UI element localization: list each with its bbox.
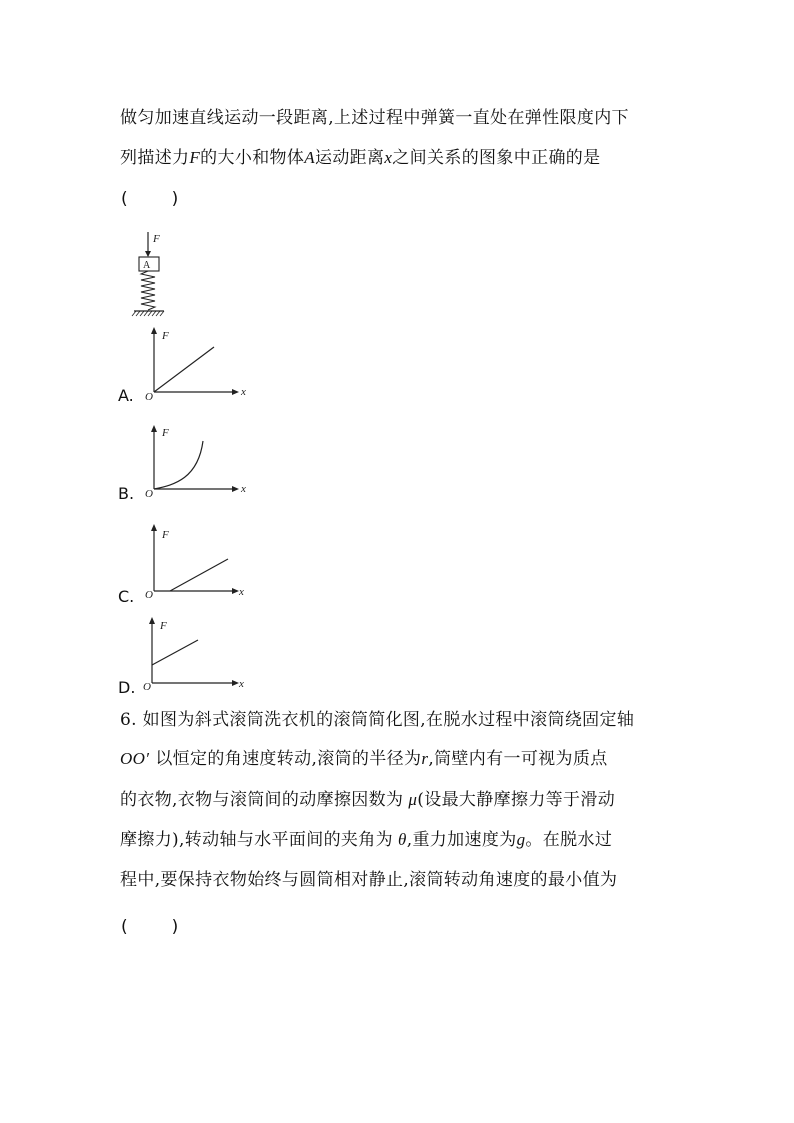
paren-close: ) bbox=[171, 917, 179, 937]
y-axis-label: F bbox=[162, 427, 169, 439]
option-B-label[interactable]: B. bbox=[118, 484, 135, 503]
q5-text: 的大小和物体 bbox=[200, 148, 305, 168]
axis-OO-prime: OO′ bbox=[120, 749, 150, 768]
x-axis-label: x bbox=[239, 678, 244, 690]
q5-text: 做匀加速直线运动一段距离,上述过程中弹簧一直处在弹性限度内下 bbox=[120, 108, 629, 128]
graph-line bbox=[152, 640, 198, 665]
spring-block-figure bbox=[128, 228, 178, 323]
y-axis-arrow bbox=[149, 617, 155, 624]
y-axis-label: F bbox=[162, 330, 169, 342]
x-axis-label: x bbox=[241, 483, 246, 495]
x-axis-label: x bbox=[241, 386, 246, 398]
spring bbox=[141, 271, 155, 310]
variable-mu: μ bbox=[408, 790, 418, 809]
paren-open: ( bbox=[121, 189, 128, 209]
q5-text: 运动距离 bbox=[314, 148, 385, 168]
variable-A: A bbox=[304, 148, 315, 167]
q5-text: 列描述力 bbox=[120, 148, 190, 168]
q6-line-5 bbox=[120, 869, 617, 891]
q5-line-1 bbox=[120, 107, 629, 129]
q6-line-1 bbox=[120, 709, 634, 731]
graph-curve bbox=[154, 441, 203, 489]
y-axis-arrow bbox=[151, 425, 157, 432]
y-axis-arrow bbox=[151, 524, 157, 531]
q5-answer-blank bbox=[121, 188, 178, 210]
q6-line-4 bbox=[120, 829, 612, 851]
q6-text: 的衣物,衣物与滚筒间的动摩擦因数为 bbox=[120, 790, 404, 810]
variable-F: F bbox=[189, 148, 201, 167]
q6-line-2 bbox=[120, 748, 608, 770]
option-B-graph[interactable] bbox=[140, 423, 255, 498]
force-arrow-head bbox=[145, 251, 151, 257]
y-axis-label: F bbox=[160, 620, 167, 632]
x-axis-arrow bbox=[232, 588, 239, 594]
y-axis-label: F bbox=[162, 529, 169, 541]
q6-line-3 bbox=[120, 789, 615, 811]
option-D-label[interactable]: D. bbox=[118, 678, 136, 697]
x-axis-arrow bbox=[232, 680, 239, 686]
q6-text: 。在脱水过 bbox=[525, 830, 613, 850]
q6-text: ,重力加速度为 bbox=[406, 830, 517, 850]
q6-text: 程中,要保持衣物始终与圆筒相对静止,滚筒转动角速度的最小值为 bbox=[120, 870, 618, 890]
y-axis-arrow bbox=[151, 327, 157, 334]
q6-text: ,筒壁内有一可视为质点 bbox=[428, 749, 608, 769]
q5-text: 之间关系的图象中正确的是 bbox=[392, 148, 601, 168]
option-C-label[interactable]: C. bbox=[118, 587, 135, 606]
q6-text: 以恒定的角速度转动,滚筒的半径为 bbox=[155, 749, 422, 769]
option-C-graph[interactable] bbox=[140, 522, 255, 600]
variable-theta: θ bbox=[398, 830, 407, 849]
variable-r: r bbox=[421, 749, 429, 768]
block-label: A bbox=[143, 260, 151, 271]
variable-g: g bbox=[516, 830, 526, 849]
paren-open: ( bbox=[121, 917, 128, 937]
variable-x: x bbox=[384, 148, 393, 167]
x-axis-arrow bbox=[232, 486, 239, 492]
ground-hatch bbox=[132, 311, 164, 316]
option-D-graph[interactable] bbox=[140, 615, 255, 693]
origin-label: O bbox=[145, 391, 153, 403]
q6-text: 摩擦力),转动轴与水平面间的夹角为 bbox=[120, 830, 393, 850]
graph-line bbox=[154, 347, 214, 392]
option-A-graph[interactable] bbox=[140, 325, 255, 403]
q6-text: (设最大静摩擦力等于滑动 bbox=[417, 790, 616, 810]
paren-close: ) bbox=[171, 189, 179, 209]
x-axis-label: x bbox=[239, 586, 244, 598]
q5-line-2 bbox=[120, 147, 601, 169]
origin-label: O bbox=[145, 488, 153, 500]
q6-text: 6. 如图为斜式滚筒洗衣机的滚筒简化图,在脱水过程中滚筒绕固定轴 bbox=[120, 710, 635, 730]
q6-answer-blank bbox=[121, 916, 178, 938]
origin-label: O bbox=[145, 589, 153, 601]
force-label: F bbox=[153, 233, 160, 245]
graph-line bbox=[170, 559, 228, 591]
x-axis-arrow bbox=[232, 389, 239, 395]
origin-label: O bbox=[143, 681, 151, 693]
option-A-label[interactable]: A. bbox=[118, 386, 134, 405]
